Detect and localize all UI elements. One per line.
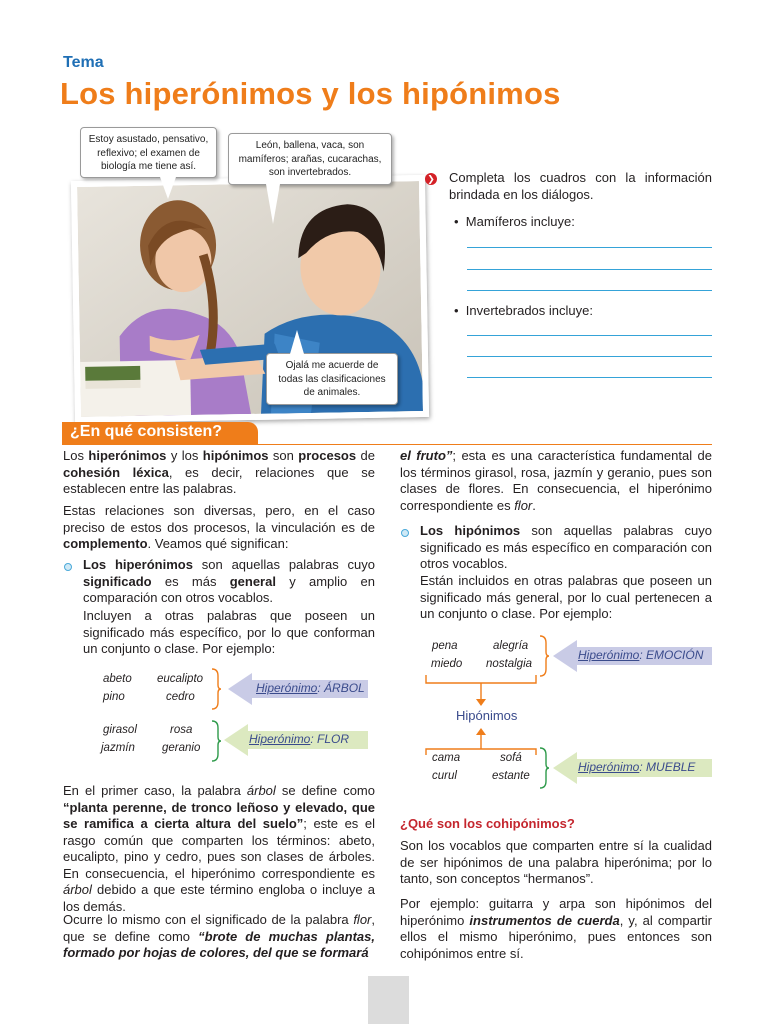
- text-run: son aquellas palabras cuyo significado es más específico en comparación con otros vocablos.: [420, 523, 712, 571]
- section-divider: [62, 444, 712, 445]
- text-run: y los: [166, 448, 203, 463]
- text-run: de: [356, 448, 375, 463]
- left-paragraph-2: [63, 503, 375, 553]
- text-run: , es decir, relaciones que se establecen entre las palabras.: [63, 464, 375, 496]
- hyperonym-value: ÁRBOL: [324, 681, 365, 695]
- activity-instruction: Completa los cuadros con la información brindada en los diálogos.: [449, 170, 712, 202]
- orange-bracket-icon: [210, 668, 222, 710]
- bullet-icon: •: [454, 303, 466, 318]
- example-word: cama: [432, 752, 461, 764]
- text-run: árbol: [63, 882, 92, 897]
- text-run: Estas relaciones son diversas, pero, en el caso preciso de estos dos procesos, la vinculación es de: [63, 503, 375, 535]
- speech-bubble-girl: [80, 127, 217, 178]
- mamiferos-label: Mamíferos incluye:: [465, 214, 575, 229]
- hyperonym-label-flor: Hiperónimo: FLOR: [249, 732, 350, 746]
- text-run: ; este es el rasgo común que comparten los términos: abeto, eucalipto, pino y cedro, pues son clases de árboles. En consecuencia, el hiperónimo correspondiente es: [63, 816, 375, 881]
- text-run: instrumentos de cuerda: [469, 912, 620, 928]
- text-run: .: [532, 497, 536, 513]
- text-run: debido a que este término engloba o incluye a los demás.: [63, 882, 375, 914]
- hyperonym-key: Hiperónimo: [578, 648, 640, 662]
- cohiponimos-example: [400, 896, 712, 962]
- text-run: , que se define como: [63, 912, 375, 944]
- example-word: girasol: [103, 724, 137, 736]
- text-run: Ocurre lo mismo con el significado de la palabra: [63, 912, 354, 927]
- speech-bubble-boy-text: León, ballena, vaca, son mamíferos; arañas, cucarachas, son invertebrados.: [238, 140, 382, 178]
- text-run: Los hiperónimos: [83, 557, 193, 572]
- hiponimos-explanation: Están incluidos en otras palabras que poseen un significado más general, por lo cual pertenecen a un conjunto o clase. Por ejemplo:: [420, 573, 712, 621]
- text-run: complemento: [63, 536, 148, 551]
- example-word: jazmín: [101, 742, 135, 754]
- example-word: curul: [432, 770, 457, 782]
- text-run: el fruto”: [400, 448, 453, 463]
- example-word: abeto: [103, 673, 132, 685]
- bullet-dot-icon: [401, 529, 409, 537]
- text-run: es más: [151, 573, 230, 589]
- activity-arrow-icon: ❯: [425, 173, 437, 185]
- example-word: pino: [103, 691, 125, 703]
- bullet-icon: •: [454, 214, 466, 229]
- text-run: y amplio en comparación con otros vocablos.: [83, 573, 375, 605]
- left-paragraph-4: [63, 912, 375, 962]
- example-word: geranio: [162, 742, 201, 754]
- example-word: alegría: [493, 640, 529, 652]
- section-title: ¿En qué consisten?: [70, 423, 223, 440]
- page-tab: [368, 976, 409, 1024]
- text-run: “planta perenne, de tronco leñoso y elevado, que se ramifica a cierta altura del suelo”: [63, 799, 375, 831]
- text-run: procesos: [298, 448, 357, 463]
- example-word: cedro: [166, 691, 195, 703]
- bubble-tail: [266, 184, 280, 224]
- answer-line[interactable]: [467, 335, 712, 336]
- hyponyms-label: Hipónimos: [456, 708, 518, 723]
- text-run: son: [268, 448, 299, 463]
- hyperonym-key: Hiperónimo: [249, 732, 311, 746]
- example-word: rosa: [170, 724, 193, 736]
- example-word: estante: [492, 770, 530, 782]
- answer-line[interactable]: [467, 356, 712, 357]
- bullet-dot-icon: [64, 563, 72, 571]
- hiperonimos-explanation: Incluyen a otras palabras que poseen un significado más específico, por lo que conforman un conjunto o clase. Por ejemplo:: [83, 608, 375, 656]
- example-word: nostalgia: [486, 658, 533, 670]
- text-run: . Veamos qué significan:: [147, 536, 289, 551]
- speech-bubble-thought: [266, 353, 398, 405]
- text-run: ; esta es una característica fundamental de los términos girasol, rosa, jazmín y geranio, pues son clases de flores. En consecuencia, el hiperónimo correspondiente es: [400, 448, 712, 513]
- hyperonym-key: Hiperónimo: [256, 681, 318, 695]
- hiponimos-definition: [420, 523, 712, 573]
- hyperonym-label-emocion: Hiperónimo: EMOCIÓN: [578, 648, 704, 662]
- hyperonym-key: Hiperónimo: [578, 760, 640, 774]
- text-run: significado: [83, 573, 152, 589]
- invertebrados-label: Invertebrados incluye:: [465, 303, 593, 318]
- text-run: cohesión léxica: [63, 464, 169, 480]
- text-run: son aquellas palabras cuyo: [192, 557, 375, 572]
- text-run: , y, al compartir ellos el mismo hiperónimo, pues entonces son cohipónimos entre sí.: [400, 912, 713, 961]
- speech-bubble-thought-text: Ojalá me acuerde de todas las clasificaciones de animales.: [278, 360, 386, 398]
- green-bracket-icon: [210, 720, 222, 762]
- bubble-tail: [160, 177, 176, 199]
- invertebrados-item: [454, 303, 593, 318]
- hyperonym-value: FLOR: [317, 732, 350, 746]
- example-word: eucalipto: [157, 673, 204, 685]
- text-run: Los hipónimos: [420, 523, 521, 538]
- speech-bubble-girl-text: Estoy asustado, pensativo, reflexivo; el examen de biología me tiene así.: [88, 134, 209, 172]
- green-bracket-icon: [538, 747, 550, 789]
- right-paragraph-1: [400, 448, 712, 514]
- example-word: sofá: [500, 752, 522, 764]
- hyperonym-label-arbol: Hiperónimo: ÁRBOL: [256, 681, 365, 695]
- hyperonym-value: MUEBLE: [646, 760, 696, 774]
- text-run: En el primer caso, la palabra: [63, 783, 247, 798]
- left-paragraph-3: [63, 783, 375, 915]
- text-run: flor: [514, 497, 533, 513]
- cohiponimos-heading: ¿Qué son los cohipónimos?: [400, 816, 575, 831]
- text-run: árbol: [246, 783, 276, 798]
- hiperonimos-definition: [83, 557, 375, 607]
- answer-line[interactable]: [467, 290, 712, 291]
- hyperonym-value: EMOCIÓN: [646, 648, 704, 662]
- answer-line[interactable]: [467, 377, 712, 378]
- text-run: Los: [63, 448, 89, 463]
- text-run: “brote de muchas plantas, formado por hojas de colores, del que se formará: [63, 928, 376, 960]
- example-word: miedo: [431, 658, 463, 670]
- cohiponimos-definition: Son los vocablos que comparten entre sí la cualidad de ser hipónimos de una palabra hiperónima; por lo tanto, son conceptos “hermanos”.: [400, 838, 712, 886]
- speech-bubble-boy: [228, 133, 392, 185]
- text-run: flor: [353, 912, 372, 927]
- mamiferos-item: [454, 214, 575, 229]
- text-run: general: [229, 573, 276, 589]
- hyperonym-label-mueble: Hiperónimo: MUEBLE: [578, 760, 696, 774]
- topic-kicker: Tema: [63, 54, 104, 71]
- example-word: pena: [432, 640, 458, 652]
- orange-bracket-icon: [538, 635, 550, 677]
- bubble-tail: [290, 330, 304, 354]
- answer-line[interactable]: [467, 247, 712, 248]
- text-run: Por ejemplo: guitarra y arpa son hipónimos del hiperónimo: [400, 896, 712, 928]
- left-paragraph-1: [63, 448, 375, 498]
- text-run: hiperónimos: [88, 448, 167, 463]
- answer-line[interactable]: [467, 269, 712, 270]
- text-run: hipónimos: [202, 448, 269, 463]
- page-title: Los hiperónimos y los hipónimos: [60, 76, 561, 111]
- text-run: se define como: [275, 783, 375, 798]
